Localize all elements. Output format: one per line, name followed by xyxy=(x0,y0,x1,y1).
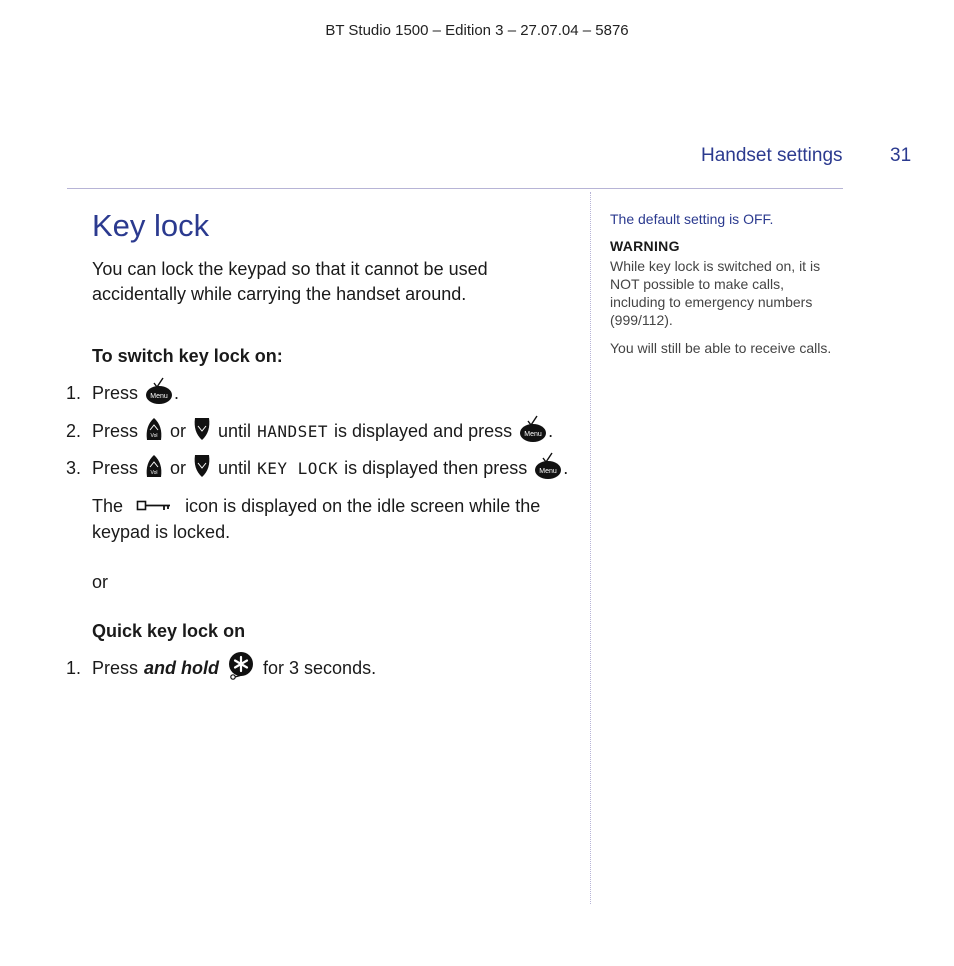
key-lock-icon xyxy=(136,495,172,520)
step-text: Press xyxy=(92,420,139,441)
vol-label: Vol xyxy=(150,432,158,439)
header-rule xyxy=(67,188,843,189)
step-3 xyxy=(66,453,568,483)
step-text: for 3 seconds. xyxy=(263,657,377,678)
step-end: . xyxy=(563,457,569,478)
default-setting-note: The default setting is OFF. xyxy=(610,211,774,227)
column-divider xyxy=(590,192,591,904)
step-text: Press xyxy=(92,382,139,403)
menu-label: Menu xyxy=(524,430,542,438)
volume-up-button-icon xyxy=(144,453,164,484)
warning-text: While key lock is switched on, it is NOT possible to make calls, including to emergency numbers (999/112). xyxy=(610,258,821,328)
volume-up-button-icon xyxy=(144,416,164,447)
page-title: Key lock xyxy=(92,208,210,243)
note-rest: icon is displayed on the idle screen while the keypad is locked. xyxy=(92,496,541,542)
step-or: or xyxy=(170,420,187,441)
step-end: . xyxy=(174,382,180,403)
menu-button-icon xyxy=(144,377,174,410)
switch-heading: To switch key lock on: xyxy=(92,346,283,366)
page-number: 31 xyxy=(890,145,912,166)
step-text: Press xyxy=(92,457,139,478)
volume-down-button-icon xyxy=(192,416,212,447)
volume-down-button-icon xyxy=(192,453,212,484)
step-text: is displayed then press xyxy=(344,457,528,478)
step-until: until xyxy=(218,420,252,441)
step-or: or xyxy=(170,457,187,478)
menu-button-icon xyxy=(533,452,563,485)
step-number: 2. xyxy=(66,420,82,441)
receive-calls-note: You will still be able to receive calls. xyxy=(610,340,832,356)
display-text-handset: HANDSET xyxy=(257,421,328,441)
step-text: is displayed and press xyxy=(334,420,513,441)
note-the: The xyxy=(92,496,124,516)
step-number: 3. xyxy=(66,457,82,478)
step-2 xyxy=(66,416,553,446)
warning-title: WARNING xyxy=(610,238,680,254)
key-icon-note xyxy=(92,494,562,545)
section-name: Handset settings xyxy=(701,145,843,166)
vol-label: Vol xyxy=(150,469,158,476)
step-until: until xyxy=(218,457,252,478)
intro-paragraph: You can lock the keypad so that it cannot be used accidentally while carrying the handset around. xyxy=(92,259,488,304)
or-separator: or xyxy=(92,572,109,592)
menu-label: Menu xyxy=(150,392,168,400)
step-number: 1. xyxy=(66,382,82,403)
quick-step-1 xyxy=(66,653,376,683)
step-number: 1. xyxy=(66,657,82,678)
menu-label: Menu xyxy=(539,467,557,475)
quick-lock-heading: Quick key lock on xyxy=(92,621,246,641)
step-1 xyxy=(66,378,179,408)
step-end: . xyxy=(548,420,554,441)
menu-button-icon xyxy=(518,415,548,448)
step-text: Press xyxy=(92,657,139,678)
emphasis-and-hold: and hold xyxy=(144,657,220,678)
star-key-icon xyxy=(225,650,257,687)
document-header: BT Studio 1500 – Edition 3 – 27.07.04 – 5876 xyxy=(325,22,629,39)
display-text-key-lock: KEY LOCK xyxy=(257,458,339,478)
